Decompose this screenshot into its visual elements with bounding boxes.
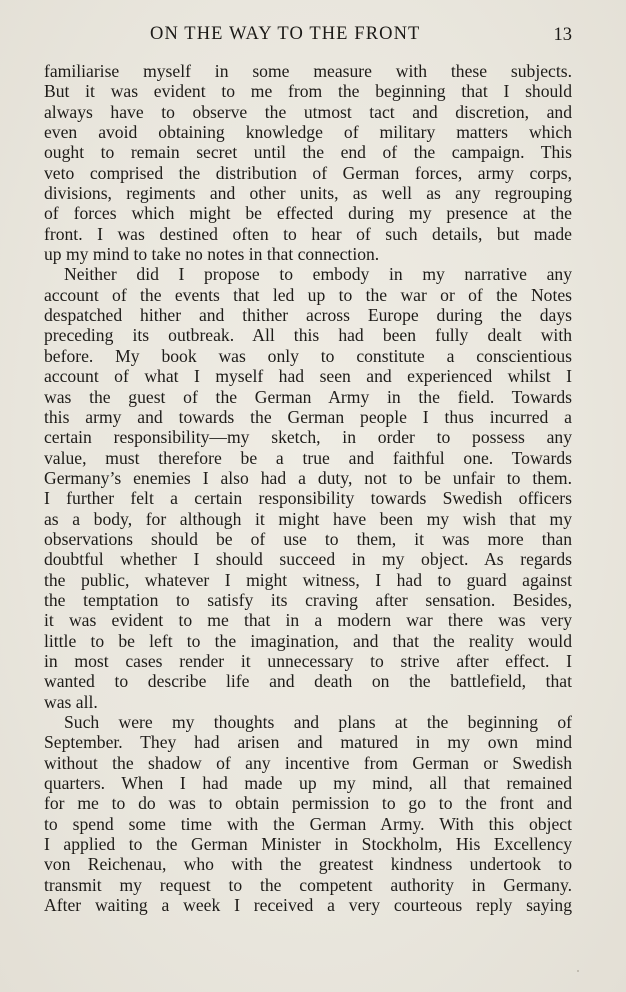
paragraph-end-line: up my mind to take no notes in that connection. [44,244,380,265]
text-line: value, must therefore be a true and faithful one. Towards [44,447,572,468]
paragraph-start-line: Such were my thoughts and plans at the beginning of [64,712,572,732]
paragraph-start-line: Neither did I propose to embody in my narrative any [64,264,572,285]
text-line: ought to remain secret until the end of the campaign. This [44,142,572,163]
text-line: without the shadow of any incentive from German or Swedish [44,752,572,773]
text-line: divisions, regiments and other units, as well as any regrouping [44,183,572,204]
text-line: little to be left to the imagination, and that the reality would [44,630,572,651]
text-line: doubtful whether I should succeed in my object. As regards [44,549,572,570]
paper-speck [577,970,579,972]
text-line: von Reichenau, who with the greatest kindness undertook to [44,854,572,875]
text-line: even avoid obtaining knowledge of military matters which [44,122,572,143]
text-line: the temptation to satisfy its craving after sensation. Besides, [44,589,572,610]
text-line: of forces which might be effected during my presence at the [44,203,572,224]
text-line: was the guest of the German Army in the field. Towards [44,386,572,407]
running-head [44,24,572,48]
text-line: in most cases render it unnecessary to strive after effect. I [44,650,572,671]
running-title: ON THE WAY TO THE FRONT [150,24,421,44]
text-line: account of the events that led up to the war or of the Notes [44,284,572,305]
text-line: the public, whatever I might witness, I had to guard against [44,569,572,590]
text-line: After waiting a week I received a very courteous reply saying [44,895,572,916]
text-line: I applied to the German Minister in Stockholm, His Excellency [44,834,572,855]
text-line: Germany’s enemies I also had a duty, not to be unfair to them. [44,467,572,488]
text-line: veto comprised the distribution of German forces, army corps, [44,162,572,183]
text-line: always have to observe the utmost tact and discretion, and [44,101,572,122]
text-line: But it was evident to me from the beginning that I should [44,81,572,102]
text-line: familiarise myself in some measure with these subjects. [44,61,572,81]
text-line: as a body, for although it might have been my wish that my [44,508,572,529]
text-line: before. My book was only to constitute a conscientious [44,345,572,366]
text-line: preceding its outbreak. All this had been fully dealt with [44,325,572,346]
text-line: observations should be of use to them, it was more than [44,528,572,549]
text-line: to spend some time with the German Army. With this object [44,813,572,834]
text-line: this army and towards the German people I thus incurred a [44,406,572,427]
text-line: it was evident to me that in a modern war there was very [44,610,572,631]
text-line: transmit my request to the competent authority in Germany. [44,874,572,895]
text-line: quarters. When I had made up my mind, all that remained [44,773,572,794]
text-line: account of what I myself had seen and experienced whilst I [44,366,572,387]
text-line: I further felt a certain responsibility towards Swedish officers [44,488,572,509]
text-line: certain responsibility—my sketch, in order to possess any [44,427,572,448]
text-line: wanted to describe life and death on the battlefield, that [44,671,572,692]
page-number: 13 [553,25,572,45]
text-line: despatched hither and thither across Europe during the days [44,305,572,326]
text-line: front. I was destined often to hear of such details, but made [44,223,572,244]
body-text [44,61,572,915]
text-line: for me to do was to obtain permission to go to the front and [44,793,572,814]
text-line: September. They had arisen and matured in my own mind [44,732,572,753]
paragraph-end-line: was all. [44,691,98,712]
